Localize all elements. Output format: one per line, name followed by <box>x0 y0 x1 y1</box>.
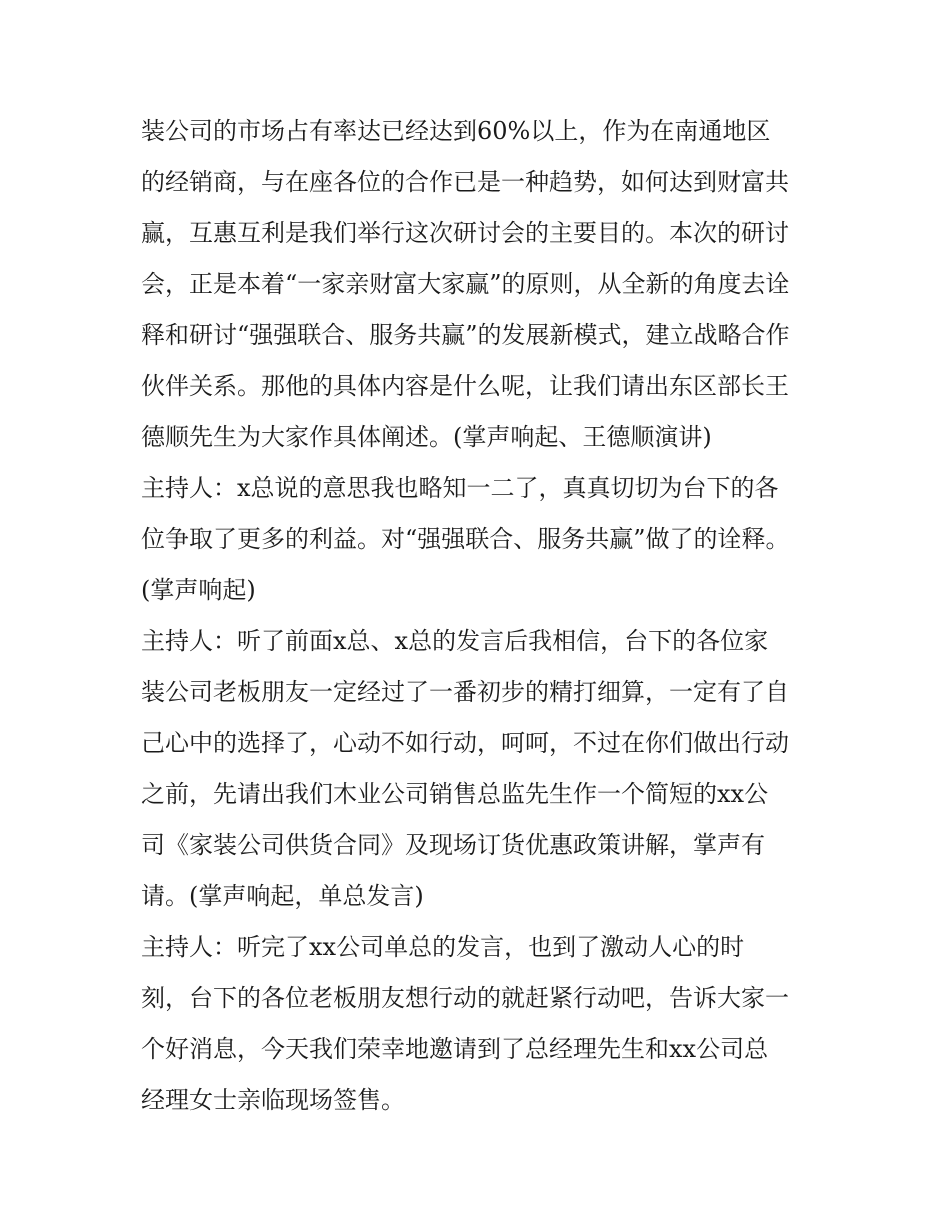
text-line: 德顺先生为大家作具体阐述。(掌声响起、王德顺演讲) <box>141 423 712 451</box>
text-line: 之前，先请出我们木业公司销售总监先生作一个简短的xx公 <box>141 780 769 808</box>
text-line: 会，正是本着“一家亲财富大家赢”的原则，从全新的角度去诠 <box>141 270 790 298</box>
text-line: 个好消息，今天我们荣幸地邀请到了总经理先生和xx公司总 <box>141 1035 769 1063</box>
text-line: 伙伴关系。那他的具体内容是什么呢，让我们请出东区部长王 <box>141 372 789 400</box>
text-line: 位争取了更多的利益。对“强强联合、服务共赢”做了的诠释。 <box>141 525 790 553</box>
text-line: 刻，台下的各位老板朋友想行动的就赶紧行动吧，告诉大家一 <box>141 984 789 1012</box>
text-line: 请。(掌声响起，单总发言) <box>141 882 424 910</box>
body-text <box>141 106 831 1126</box>
text-line: 主持人：听完了xx公司单总的发言，也到了激动人心的时 <box>141 933 745 961</box>
text-line: 装公司的市场占有率达已经达到60%以上，作为在南通地区 <box>141 117 771 145</box>
text-line: 司《家装公司供货合同》及现场订货优惠政策讲解，掌声有 <box>141 831 765 859</box>
text-line: 经理女士亲临现场签售。 <box>141 1086 405 1114</box>
text-line: 释和研讨“强强联合、服务共赢”的发展新模式，建立战略合作 <box>141 321 790 349</box>
text-line: (掌声响起) <box>141 576 256 604</box>
text-line: 的经销商，与在座各位的合作已是一种趋势，如何达到财富共 <box>141 168 789 196</box>
text-line: 主持人：x总说的意思我也略知一二了，真真切切为台下的各 <box>141 474 779 502</box>
text-line: 主持人：听了前面x总、x总的发言后我相信，台下的各位家 <box>141 627 769 655</box>
text-line: 赢，互惠互利是我们举行这次研讨会的主要目的。本次的研讨 <box>141 219 789 247</box>
text-line: 装公司老板朋友一定经过了一番初步的精打细算，一定有了自 <box>141 678 789 706</box>
text-line: 己心中的选择了，心动不如行动，呵呵，不过在你们做出行动 <box>141 729 789 757</box>
